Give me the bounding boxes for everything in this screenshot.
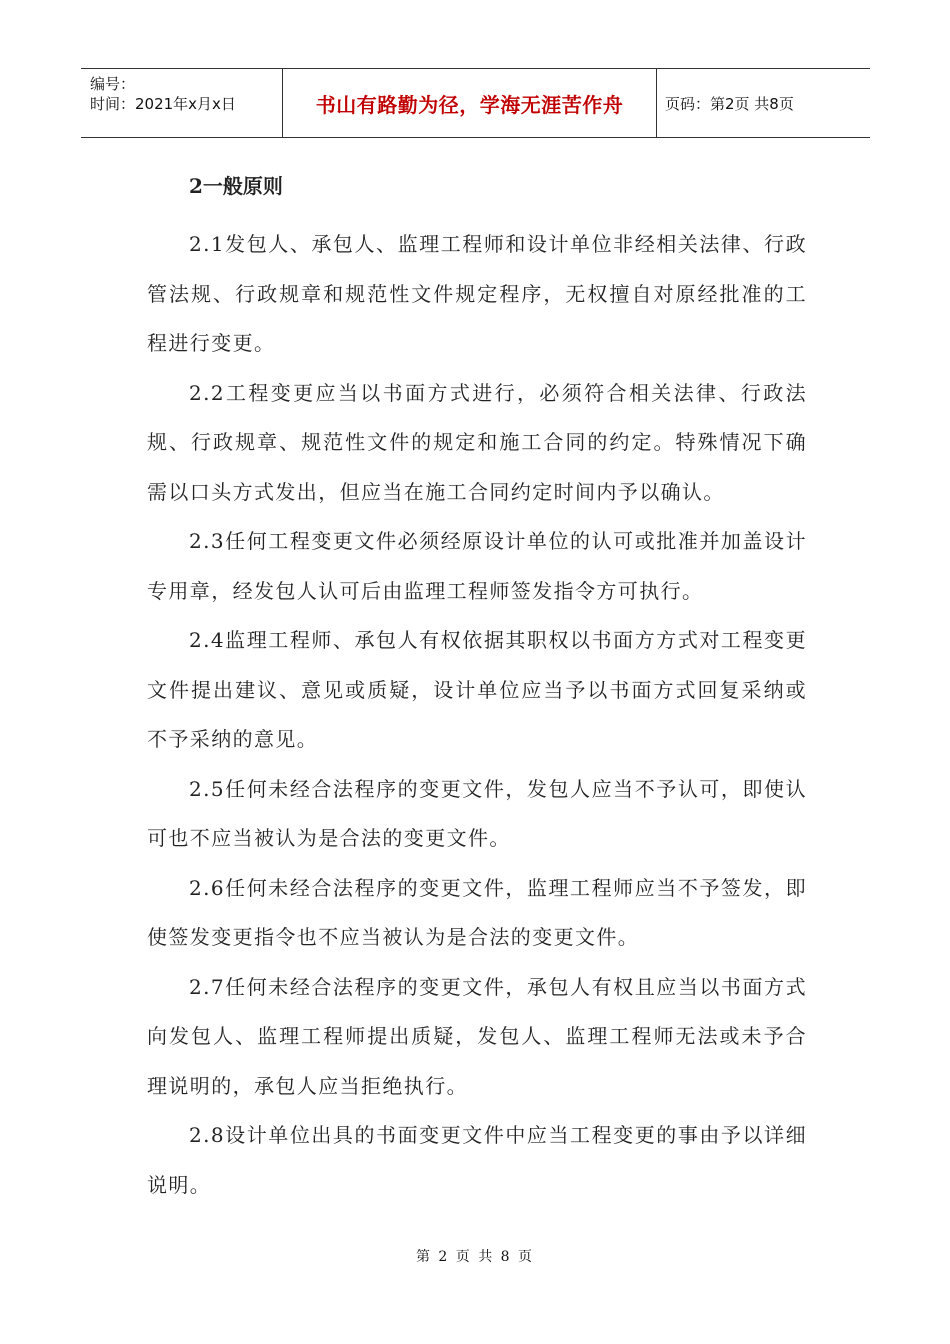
header-motto: 书山有路勤为径，学海无涯苦作舟 [283, 69, 657, 137]
page-footer: 第 2 页 共 8 页 [415, 1249, 535, 1265]
paragraph-2-2: 2.2工程变更应当以书面方式进行，必须符合相关法律、行政法规、行政规章、规范性文件的规定和施工合同的约定。特殊情况下确需以口头方式发出，但应当在施工合同约定时间内予以确认。 [147, 380, 807, 504]
paragraph-2-8: 2.8设计单位出具的书面变更文件中应当工程变更的事由予以详细说明。 [147, 1123, 807, 1197]
section-title: 2一般原则 [189, 174, 283, 198]
document-body [147, 160, 807, 1210]
page-header [81, 68, 870, 138]
paragraph-2-1: 2.1发包人、承包人、监理工程师和设计单位非经相关法律、行政管法规、行政规章和规范性文件规定程序，无权擅自对原经批准的工程进行变更。 [147, 232, 807, 355]
paragraph-2-4: 2.4监理工程师、承包人有权依据其职权以书面方方式对工程变更文件提出建议、意见或质疑，设计单位应当予以书面方式回复采纳或不予采纳的意见。 [147, 628, 807, 751]
header-meta-cell [81, 69, 283, 137]
document-number-label: 编号： [90, 75, 136, 93]
paragraph-2-7: 2.7任何未经合法程序的变更文件，承包人有权且应当以书面方式向发包人、监理工程师提出质疑，发包人、监理工程师无法或未予合理说明的，承包人应当拒绝执行。 [147, 974, 807, 1098]
paragraph-2-3: 2.3任何工程变更文件必须经原设计单位的认可或批准并加盖设计专用章，经发包人认可后由监理工程师签发指令方可执行。 [147, 529, 807, 603]
header-page-info: 页码：第2页 共8页 [665, 94, 794, 113]
document-date-label: 时间：2021年x月x日 [90, 95, 236, 113]
paragraph-2-5: 2.5任何未经合法程序的变更文件，发包人应当不予认可，即使认可也不应当被认为是合法的变更文件。 [147, 776, 807, 850]
paragraph-2-6: 2.6任何未经合法程序的变更文件，监理工程师应当不予签发，即使签发变更指令也不应当被认为是合法的变更文件。 [147, 875, 807, 949]
